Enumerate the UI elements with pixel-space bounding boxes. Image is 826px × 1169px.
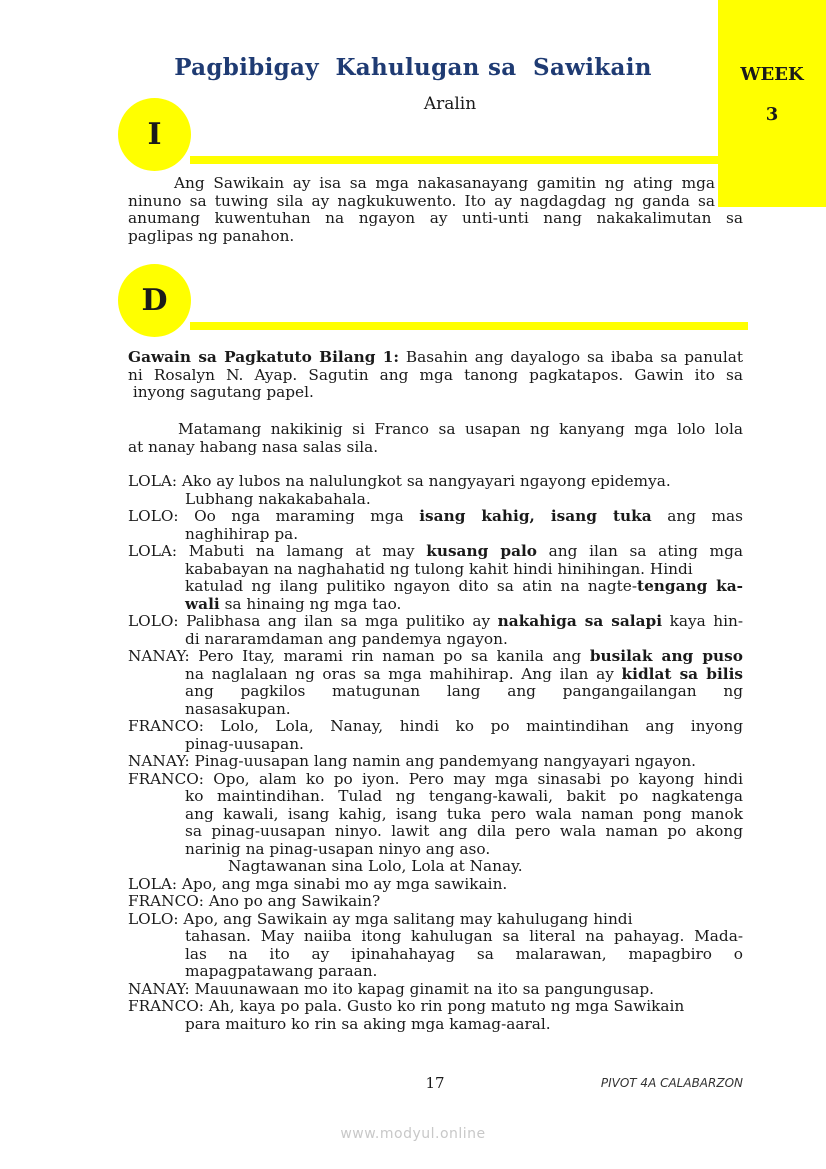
- dialogue-line: FRANCO: Ano po ang Sawikain?: [128, 892, 381, 910]
- watermark: www.modyul.online: [340, 1126, 486, 1142]
- dialogue-line: Nagtawanan sina Lolo, Lola at Nanay.: [228, 857, 523, 875]
- intro-paragraph-cont: anumang kuwentuhan na ngayon ay unti-unti nang nakakalimutan sa paglipas ng panahon.: [128, 209, 743, 245]
- dialogue-line: nasasakupan.: [185, 699, 291, 718]
- section-subtitle: Aralin: [423, 94, 477, 114]
- section-i-divider: [190, 156, 718, 164]
- dialogue-line: LOLO: Apo, ang Sawikain ay mga salitang may kahulugang hindi: [128, 909, 633, 928]
- dialogue-line: tahasan. May naiiba itong kahulugan sa literal na pahayag. Mada-: [185, 927, 743, 945]
- dialogue-line: LOLO: Oo nga maraming mga isang kahig, isang tuka ang mas: [128, 507, 743, 525]
- section-d-badge: D: [118, 264, 191, 337]
- dialogue-line: NANAY: Pinag-uusapan lang namin ang pandemyang nangyayari ngayon.: [128, 752, 697, 770]
- page-number: 17: [425, 1074, 445, 1092]
- dialogue-line: sa pinag-uusapan ninyo. lawit ang dila pero wala naman po akong: [185, 822, 743, 840]
- dialogue-line: LOLA: Mabuti na lamang at may kusang palo ang ilan sa ating mga: [128, 542, 743, 560]
- dialogue-line: ang pagkilos matugunan lang ang pangangailangan ng: [185, 682, 743, 700]
- dialogue-line: para maituro ko rin sa aking mga kamag-aaral.: [185, 1014, 551, 1033]
- dialogue-line: ko maintindihan. Tulad ng tengang-kawali, bakit po nagkatenga: [185, 787, 743, 805]
- dialogue-line: kababayan na naghahatid ng tulong kahit hindi hinihingan. Hindi: [185, 559, 693, 578]
- task-instructions: Gawain sa Pagkatuto Bilang 1: Basahin ang dayalogo sa ibaba sa panulat ni Rosalyn N. Ayap. Sagutin ang mga tanong pagkatapos. Gawin ito sa inyong sagutang papel.: [128, 348, 743, 401]
- section-d-divider: [190, 322, 748, 330]
- dialogue-line: di nararamdaman ang pandemya ngayon.: [185, 629, 508, 648]
- footer-label: PIVOT 4A CALABARZON: [600, 1076, 743, 1090]
- dialogue-line: na naglalaan ng oras sa mga mahihirap. Ang ilan ay kidlat sa bilis: [185, 664, 743, 683]
- dialogue-line: katulad ng ilang pulitiko ngayon dito sa atin na nagte-tengang ka-: [185, 577, 744, 595]
- dialogue-line: FRANCO: Ah, kaya po pala. Gusto ko rin pong matuto ng mga Sawikain: [128, 997, 685, 1015]
- page-title: Pagbibigay Kahulugan sa Sawikain: [174, 54, 652, 81]
- dialogue-line: NANAY: Pero Itay, marami rin naman po sa kanila ang busilak ang puso: [128, 647, 743, 665]
- task-title: Gawain sa Pagkatuto Bilang 1:: [128, 348, 400, 366]
- dialogue-line: FRANCO: Lolo, Lola, Nanay, hindi ko po maintindihan ang inyong: [128, 717, 743, 735]
- dialogue-line: FRANCO: Opo, alam ko po iyon. Pero may mga sinasabi po kayong hindi: [128, 769, 743, 788]
- dialogue-line: naghihirap pa.: [185, 524, 299, 543]
- dialogue-line: ang kawali, isang kahig, isang tuka pero wala naman pong manok: [185, 804, 743, 823]
- narration-paragraph: Matamang nakikinig si Franco sa usapan ng kanyang mga lolo lola at nanay habang nasa salas sila.: [128, 420, 743, 456]
- dialogue-line: Lubhang nakakabahala.: [185, 489, 371, 508]
- section-i-badge: I: [118, 98, 191, 171]
- dialogue-line: pinag-uusapan.: [185, 734, 304, 753]
- dialogue-line: las na ito ay ipinahahayag sa malarawan, mapagbiro o: [185, 944, 743, 963]
- dialogue-line: LOLO: Palibhasa ang ilan sa mga pulitiko ay nakahiga sa salapi kaya hin-: [128, 612, 744, 630]
- dialogue: [128, 473, 743, 1033]
- week-label: WEEK: [740, 64, 804, 85]
- dialogue-line: narinig na pinag-usapan ninyo ang aso.: [185, 839, 491, 858]
- dialogue-line: LOLA: Apo, ang mga sinabi mo ay mga sawikain.: [128, 874, 508, 893]
- dialogue-line: NANAY: Mauunawaan mo ito kapag ginamit na ito sa pangungusap.: [128, 979, 654, 998]
- dialogue-line: mapagpatawang paraan.: [185, 962, 378, 980]
- intro-paragraph: Ang Sawikain ay isa sa mga nakasanayang gamitin ng ating mga ninuno sa tuwing sila ay nagkukuwento. Ito ay nagdagdag ng ganda sa: [128, 174, 715, 210]
- dialogue-line: LOLA: Ako ay lubos na nalulungkot sa nangyayari ngayong epidemya.: [128, 472, 671, 490]
- week-number: 3: [765, 104, 779, 125]
- dialogue-line: wali sa hinaing ng mga tao.: [185, 594, 402, 613]
